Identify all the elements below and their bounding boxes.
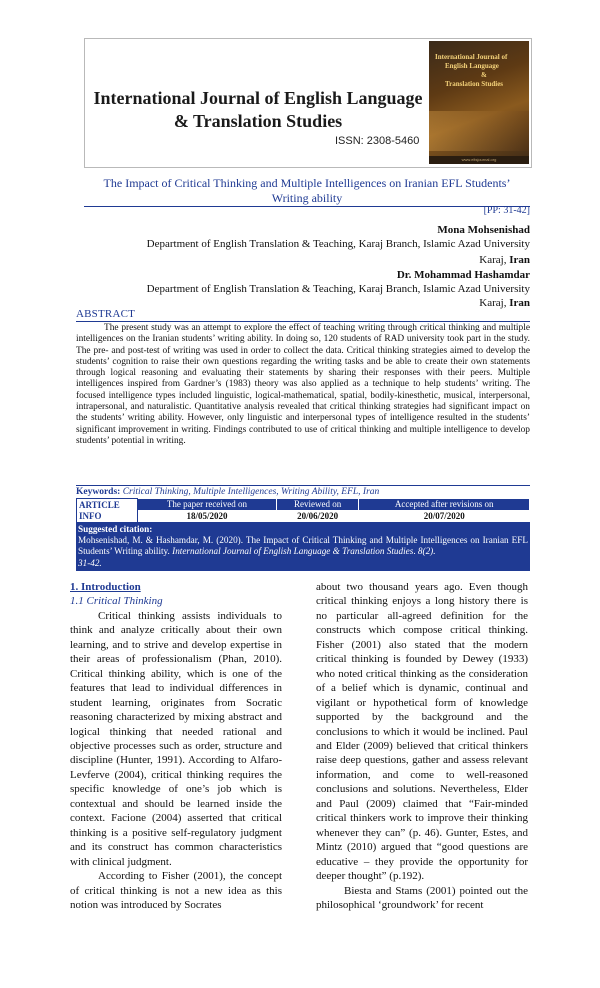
author-affiliation: Department of English Translation & Teaching, Karaj Branch, Islamic Azad University: [146, 238, 530, 250]
citation-pages: 31-42.: [78, 557, 102, 568]
author-affiliation: Department of English Translation & Teaching, Karaj Branch, Islamic Azad University: [146, 283, 530, 295]
body-paragraph: Critical thinking assists individuals to think and analyze critically about their own learning, and to strive and develop expertise in their areas of professionalism (Phan, 2010). Critical thinking ability, which is one of the features that lead to individual differences in student learning, originates from Socratic reasoning characterized by mixing abstract and logical thinking that needed rational and objective processes such as order, structure and discipline (Hunter, 1991). According to Alfaro-Levferve (2004), critical thinking requires the specific knowledge of one’s job which is contextual and should be learned inside the context. Facione (2004) asserted that critical thinking is a positive self-regulatory judgment and its construct has common characteristics with clinical judgment.: [70, 609, 282, 868]
cover-line: English Language: [445, 62, 499, 70]
citation-journal: International Journal of English Language & Translation Studies: [172, 546, 414, 557]
author-name: Dr. Mohammad Hashamdar: [396, 269, 530, 281]
paper-title-line1: The Impact of Critical Thinking and Multiple Intelligences on Iranian EFL Students’: [103, 176, 511, 190]
received-date: 18/05/2020: [138, 511, 277, 523]
paper-title: [84, 176, 530, 206]
body-paragraph: According to Fisher (2001), the concept of critical thinking is not a new idea as this notion was introduced by Socrates: [70, 870, 282, 911]
title-divider: [84, 206, 530, 207]
abstract-divider: [76, 321, 530, 322]
body-paragraph: Biesta and Stams (2001) pointed out the philosophical ‘groundwork’ for recent: [316, 884, 528, 911]
citation-volume: 8(2).: [417, 546, 436, 557]
citation-text: Mohsenishad, M. & Hashamdar, M. (2020). The Impact of Critical Thinking and Multiple Intelligences on Iranian EFL Students’ Writing ability.: [78, 535, 528, 557]
author-country: Iran: [509, 254, 530, 266]
cover-footer: www.eltsjournal.org: [429, 156, 529, 164]
abstract-heading: ABSTRACT: [76, 308, 136, 320]
section-heading: [70, 580, 282, 594]
journal-cover-image: [429, 41, 529, 164]
body-paragraph: about two thousand years ago. Even though critical thinking enjoys a long history there is no particular all-agreed definition for the constructs which compose critical thinking. Fisher (2001) also stated that the modern critical thinking is founded by Dewey (1933) who noted critical thinking as the consideration of a belief which is dynamic, continual and vigilant or hypothetical form of knowledge supported by the background and the conclusions to which it would be inclined. Paul and Elder (2009) believed that critical thinkers raise deep questions, gather and assess relevant information, and come to well-reasoned conclusions and solutions. Nevertheless, Elder and Paul (2009) claimed that “Fair-minded critical thinkers work to improve their thinking whenever they can” (p. 46). Gunter, Estes, and Mintz (2010) argued that “good questions are educative – they provide the opportunity for deeper thought” (p.192).: [316, 581, 528, 883]
issn: ISSN: 2308-5460: [335, 135, 420, 147]
keywords-value: Critical Thinking, Multiple Intelligences, Writing Ability, EFL, Iran: [122, 487, 380, 497]
subsection-heading: 1.1 Critical Thinking: [70, 595, 163, 608]
author-name: Mona Mohsenishad: [437, 224, 530, 236]
page-range: [PP: 31-42]: [483, 205, 530, 216]
abstract-text: The present study was an attempt to explore the effect of teaching writing through critical thinking and multiple intelligences on the Iranian students’ writing ability. In doing so, 120 students of RAD university took part in the study. The pre- and post-test of writing was used in order to collect the data. Critical thinking strategies aimed to develop the students’ cognition to raise their own questions regarding the writing tasks and be able to create their own statements through logical reasoning and evaluating their statements by sharing their responses with their peers. Multiple intelligences inspired from Gardner’s (1983) theory was also applied as a technique to help students’ writing. The focused intelligence types included linguistic, logical-mathematical, spatial, bodily-kinesthetic, musical, interpersonal, intrapersonal, and naturalistic. Quantitative analysis revealed that critical thinking strategies had significant impact on the students’ writing ability. However, only linguistic and interpersonal types of intelligence resulted in the students’ significant improvement in writing. Findings contributed to use of critical thinking and multiple intelligence to develop students’ potential in writing.: [76, 323, 530, 446]
suggested-citation: [76, 522, 530, 571]
citation-label: Suggested citation:: [78, 524, 153, 534]
cover-line: International Journal of: [435, 53, 508, 61]
keywords-label: Keywords:: [76, 487, 121, 497]
article-info-label: [77, 499, 138, 523]
article-info-label-line: INFO: [79, 510, 102, 521]
cover-line: &: [481, 71, 487, 79]
keywords: [76, 486, 530, 498]
reviewed-date: 20/06/2020: [276, 511, 359, 523]
article-info-label-line: ARTICLE: [79, 499, 120, 510]
paper-title-line2: Writing ability: [271, 191, 343, 205]
section-title[interactable]: 1. Introduction: [70, 581, 141, 593]
right-column: [316, 580, 528, 912]
reviewed-header: Reviewed on: [276, 499, 359, 511]
accepted-header: Accepted after revisions on: [359, 499, 530, 511]
author-location: [479, 296, 530, 310]
journal-title-line2: & Translation Studies: [173, 111, 343, 131]
author-city: Karaj,: [479, 254, 510, 266]
cover-line: Translation Studies: [445, 80, 504, 88]
cover-title: [435, 53, 527, 89]
citation-separator: .: [413, 546, 418, 557]
journal-header: [84, 38, 532, 168]
journal-title: [93, 87, 423, 133]
accepted-date: 20/07/2020: [359, 511, 530, 523]
author-country: Iran: [509, 297, 530, 309]
journal-title-line1: International Journal of English Language: [93, 88, 423, 108]
received-header: The paper received on: [138, 499, 277, 511]
left-column: [70, 580, 282, 912]
author-city: Karaj,: [479, 297, 510, 309]
article-info-table: [76, 498, 530, 523]
author-location: [479, 253, 530, 267]
cover-decoration: [429, 111, 529, 151]
